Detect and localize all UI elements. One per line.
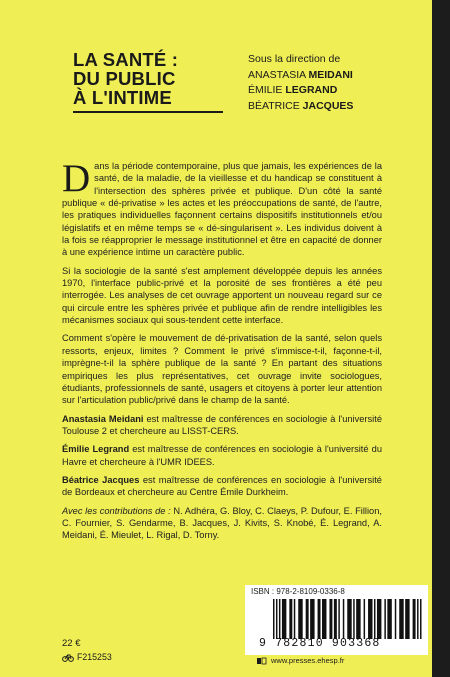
product-reference	[62, 652, 112, 662]
editor-last-name: JACQUES	[302, 99, 354, 112]
contributors	[62, 505, 382, 542]
blurb-paragraph-2: Si la sociologie de la santé s'est amplement développée depuis les années 1970, l'interface public-privé et la porosité de ses frontières a été peu interrogée. Les analyses de cet ouvrage apportent un nouveau regard sur ce qui circule entre les sphères privée et publique afin de rendre intelligibles les mécanismes sociaux qui sous-tendent cette interface.	[62, 265, 382, 326]
title-line-2: DU PUBLIC	[73, 68, 176, 89]
publisher-logo-icon	[257, 657, 267, 665]
drop-cap: D	[62, 157, 91, 200]
author-bio-1	[62, 413, 382, 438]
paragraph-text: ans la période contemporaine, plus que jamais, les expériences de la santé, de la maladie, de la vieillesse et du handicap se constituent à l'intersection des sphères privée et publique. D'un côté la santé publique « dé-privatise » les actes et les préoccupations de santé, de l'autre, les pratiques individuelles façonnent certains dispositifs institutionnels et/ou législatifs et en même temps se « dé-singularisent ». Les individus doivent à la fois se réapproprier le message institutionnel et être en capacité de donner à une expérience intime un caractère public.	[62, 161, 382, 258]
blurb-paragraph-1	[62, 157, 382, 259]
editors-credits	[248, 52, 433, 114]
blurb-text	[62, 157, 382, 548]
editor-last-name: MEIDANI	[308, 68, 353, 81]
editor-1	[248, 68, 433, 84]
author-name: Béatrice Jacques	[62, 474, 140, 485]
author-bio-3	[62, 474, 382, 499]
author-name: Anastasia Meidani	[62, 413, 144, 424]
barcode-icon	[273, 599, 423, 639]
contributors-list: N. Adhéra, G. Bloy, C. Claeys, P. Dufour, E. Fillion, C. Fournier, S. Gendarme, B. Jacques, J. Kivits, S. Knobé, É. Legrand, A. Meidani, É. Mieulet, L. Rigal, D. Torny.	[62, 505, 382, 541]
author-name: Émilie Legrand	[62, 444, 130, 455]
blurb-paragraph-3: Comment s'opère le mouvement de dé-privatisation de la santé, selon quels ressorts, enjeux, limites ? Comment le privé s'immisce-t-il, façonne-t-il, imprègne-t-il la sphère publique de la santé ? En partant des situations empiriques les plus représentatives, cet ouvrage invite sociologues, étudiants, professionnels de santé, usagers et citoyens à porter leur attention sur l'articulation public/privé dans le champ de la santé.	[62, 333, 382, 406]
book-title	[73, 50, 223, 107]
bicycle-icon	[62, 653, 74, 662]
publisher-url-text: www.presses.ehesp.fr	[271, 656, 345, 665]
isbn-label: ISBN : 978-2-8109-0336-8	[251, 587, 345, 596]
reference-code: F215253	[77, 652, 112, 662]
editor-2	[248, 83, 433, 99]
price: 22 €	[62, 638, 81, 649]
title-line-3: À L'INTIME	[73, 87, 172, 108]
author-bio-text: est maîtresse de conférences en sociologie à l'université du Havre et chercheure à l'UMR IDEES.	[62, 444, 382, 467]
barcode-box	[245, 585, 428, 655]
editor-first-name: ANASTASIA	[248, 68, 306, 81]
book-spine	[432, 0, 450, 677]
direction-label: Sous la direction de	[248, 53, 341, 65]
title-underline	[73, 111, 223, 113]
editor-first-name: BÉATRICE	[248, 99, 300, 112]
barcode-number: 9 782810 903368	[259, 637, 381, 650]
author-bio-2	[62, 443, 382, 468]
editor-last-name: LEGRAND	[285, 84, 338, 96]
editor-first-name: ÉMILIE	[248, 84, 283, 96]
author-bio-text: est maîtresse de conférences en sociologie à l'université Toulouse 2 et chercheure au LISST-CERS.	[62, 413, 382, 436]
editor-3	[248, 99, 433, 115]
author-bio-text: est maîtresse de conférences en sociologie à l'université de Bordeaux et chercheure au Centre Émile Durkheim.	[62, 474, 382, 498]
publisher-url	[257, 656, 344, 665]
title-line-1: LA SANTÉ :	[73, 49, 179, 70]
contributors-label: Avec les contributions de :	[62, 505, 171, 516]
